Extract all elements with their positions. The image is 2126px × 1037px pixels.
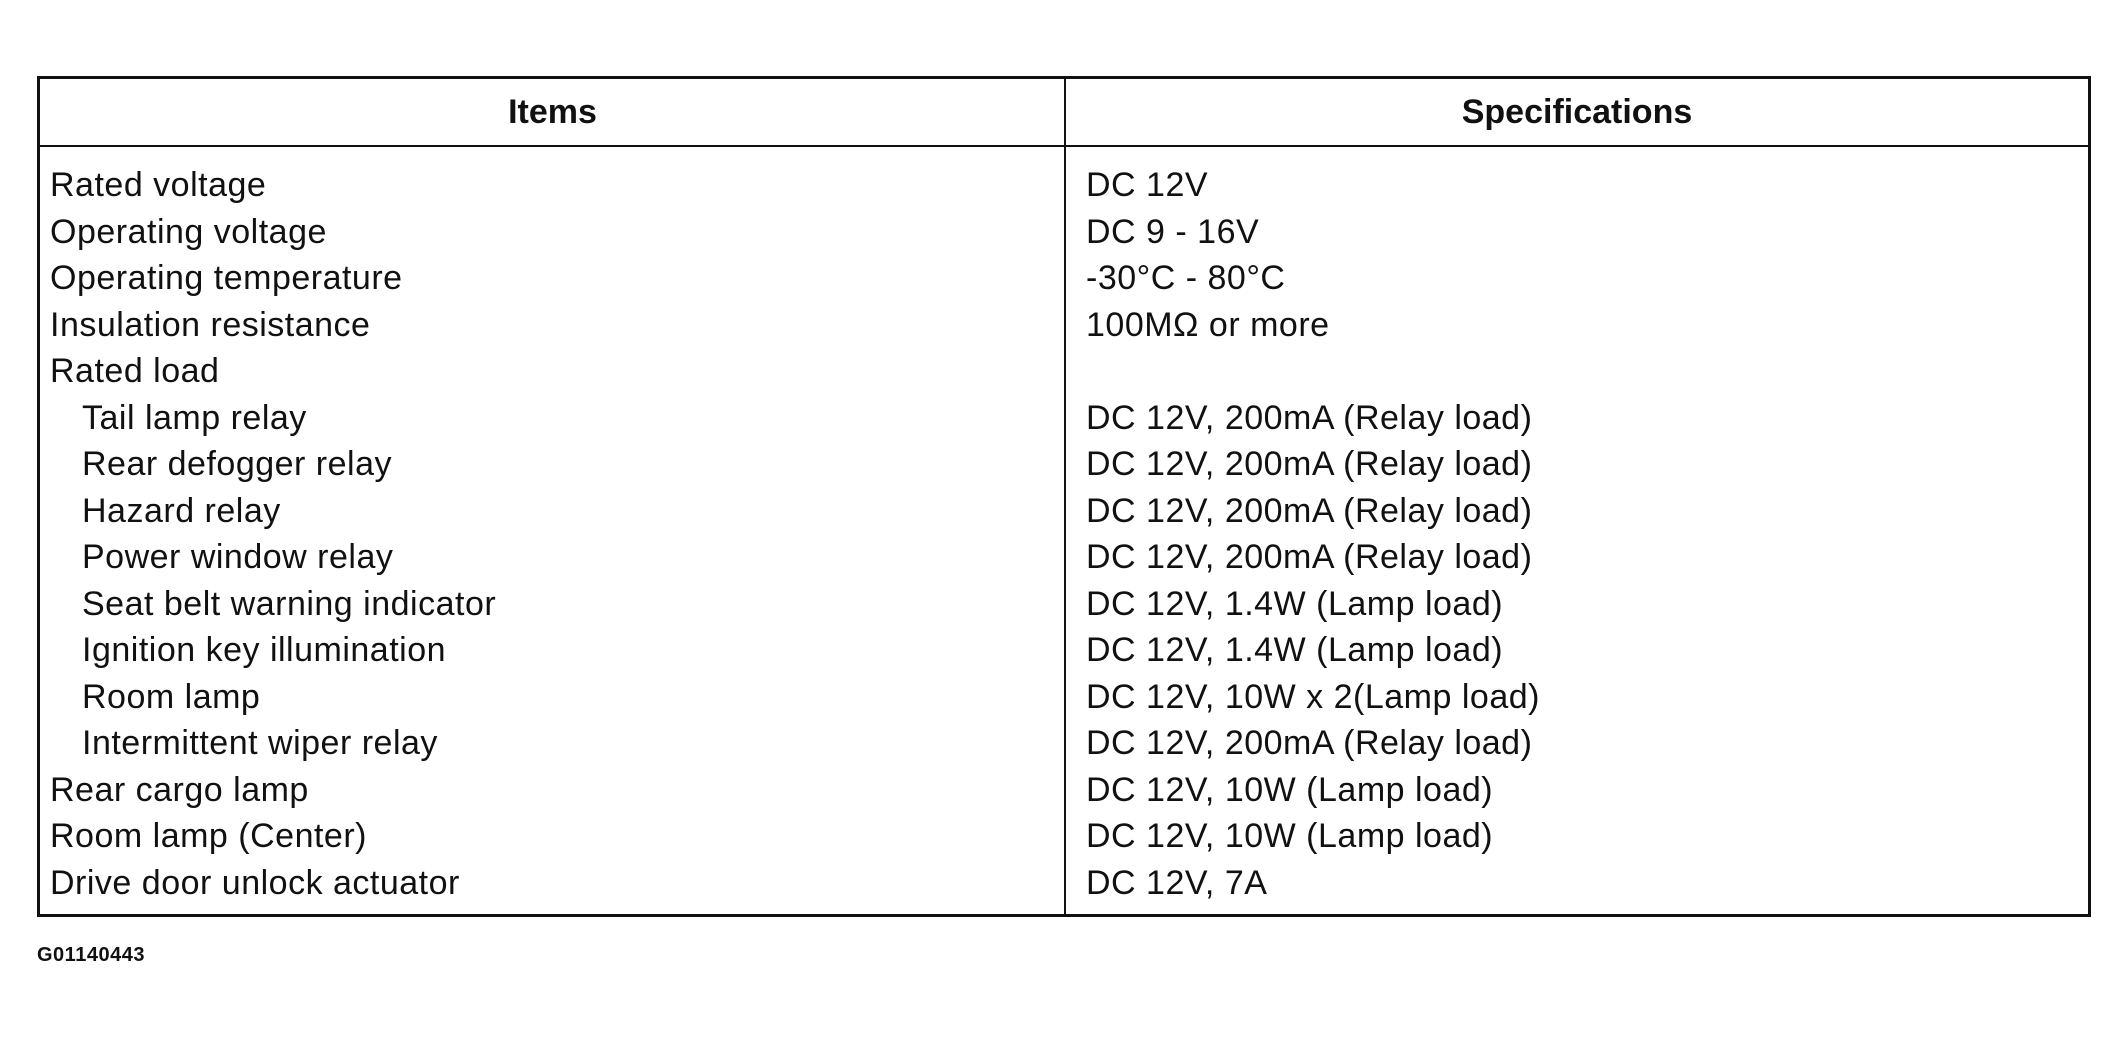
table-row: [40, 581, 2088, 628]
spec-cell: -30°C - 80°C: [1086, 259, 1286, 297]
table-row: [40, 441, 2088, 488]
specifications-column-header: Specifications: [1461, 92, 1693, 131]
spec-cell: DC 12V, 10W (Lamp load): [1086, 770, 1494, 809]
table-header-row: [40, 79, 2088, 147]
spec-cell: DC 12V, 200mA (Relay load): [1086, 398, 1533, 437]
item-cell: Room lamp: [82, 677, 261, 716]
item-cell: Operating temperature: [50, 259, 403, 297]
specifications-table: [37, 76, 2091, 917]
spec-cell: 100MΩ or more: [1086, 305, 1330, 344]
item-cell: Rated voltage: [50, 166, 267, 204]
table-row: [40, 627, 2088, 674]
item-cell: Tail lamp relay: [82, 398, 307, 437]
item-cell: Hazard relay: [82, 491, 281, 530]
item-cell: Intermittent wiper relay: [82, 724, 438, 762]
spec-cell: DC 12V, 200mA (Relay load): [1086, 445, 1533, 483]
item-cell: Room lamp (Center): [50, 817, 367, 855]
spec-cell: DC 12V, 10W x 2(Lamp load): [1086, 677, 1540, 716]
table-row: [40, 534, 2088, 581]
table-row: [40, 209, 2088, 256]
item-cell: Drive door unlock actuator: [50, 863, 460, 902]
item-cell: Power window relay: [82, 538, 394, 576]
table-row: [40, 395, 2088, 442]
table-row: [40, 488, 2088, 535]
table-row: [40, 162, 2088, 209]
spec-cell: DC 12V, 1.4W (Lamp load): [1086, 631, 1504, 669]
items-column-header: Items: [508, 92, 597, 131]
item-cell: Rear defogger relay: [82, 445, 393, 483]
table-row: [40, 302, 2088, 349]
spec-cell: DC 12V, 200mA (Relay load): [1086, 724, 1533, 762]
spec-cell: DC 12V: [1086, 166, 1209, 204]
item-cell: Operating voltage: [50, 212, 327, 251]
spec-cell: DC 12V, 200mA (Relay load): [1086, 491, 1533, 530]
spec-cell: DC 12V, 10W (Lamp load): [1086, 817, 1494, 855]
figure-code: G01140443: [37, 944, 145, 966]
table-body: [40, 162, 2088, 906]
spec-cell: DC 9 - 16V: [1086, 212, 1260, 251]
item-cell: Rated load: [50, 352, 220, 390]
item-cell: Rear cargo lamp: [50, 770, 309, 809]
table-row: [40, 767, 2088, 814]
spec-cell: DC 12V, 200mA (Relay load): [1086, 538, 1533, 576]
item-cell: Ignition key illumination: [82, 631, 447, 669]
item-cell: Insulation resistance: [50, 305, 371, 344]
table-row: [40, 860, 2088, 907]
spec-cell: DC 12V, 7A: [1086, 863, 1268, 902]
item-cell: Seat belt warning indicator: [82, 584, 497, 623]
table-row: [40, 674, 2088, 721]
table-row: [40, 348, 2088, 395]
table-row: [40, 813, 2088, 860]
table-row: [40, 720, 2088, 767]
spec-cell: DC 12V, 1.4W (Lamp load): [1086, 584, 1504, 623]
table-row: [40, 255, 2088, 302]
